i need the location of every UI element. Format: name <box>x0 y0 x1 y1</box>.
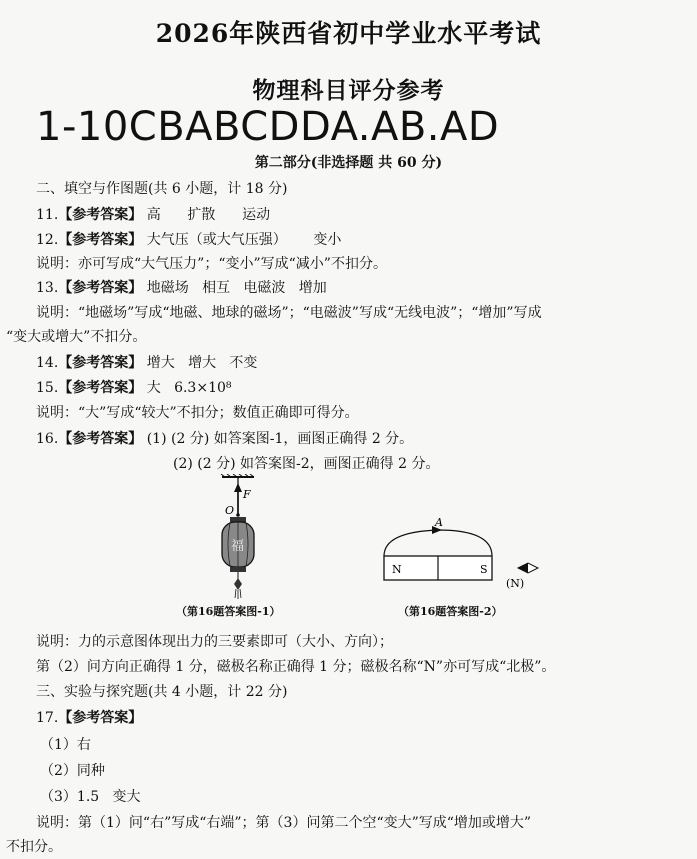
q13-answer: 地磁场 相互 电磁波 增加 <box>146 280 327 296</box>
q13-note-line1: 说明：“地磁场”写成“地磁、地球的磁场”；“电磁波”写成“无线电波”；“增加”写成 <box>36 305 542 321</box>
q17-answer-2: （2）同种 <box>40 763 105 779</box>
q13-label: 【参考答案】 <box>58 280 143 296</box>
compass-needle-north <box>518 563 528 573</box>
tassel-knot <box>234 578 242 590</box>
force-arrowhead <box>234 483 242 492</box>
doc-subtitle: 物理科目评分参考 <box>252 77 445 104</box>
q14-label: 【参考答案】 <box>58 355 143 371</box>
q15-line <box>36 377 232 397</box>
q17-label: 【参考答案】 <box>58 710 143 726</box>
q16-answer-part2: (2) (2 分) 如答案图-2，画图正确得 2 分。 <box>173 456 440 472</box>
q14-line <box>36 352 257 372</box>
section3-heading: 三、实验与探究题(共 4 小题，计 22 分) <box>36 684 288 700</box>
q12-answer: 大气压（或大气压强） 变小 <box>146 232 342 248</box>
q15-note: 说明：“大”写成“较大”不扣分；数值正确即可得分。 <box>36 405 359 421</box>
q17-number: 17. <box>36 710 59 726</box>
magnet-pole-s: S <box>480 563 488 576</box>
part2-heading: 第二部分(非选择题 共 60 分) <box>254 155 443 171</box>
figure2-magnet-diagram <box>370 518 550 590</box>
q12-number: 12. <box>36 232 59 248</box>
q11-line <box>36 204 270 224</box>
q15-number: 15. <box>36 380 59 396</box>
force-label: F <box>243 488 251 501</box>
compass-needle-label: (N) <box>506 577 525 590</box>
figure2-caption: （第16题答案图-2） <box>398 605 503 618</box>
field-line <box>384 530 492 556</box>
q17-note-line2: 不扣分。 <box>6 839 62 855</box>
q14-answer: 增大 增大 不变 <box>146 355 258 371</box>
q14-number: 14. <box>36 355 59 371</box>
figure1-lantern-diagram <box>196 474 286 600</box>
q16-answer-part1: (1) (2 分) 如答案图-1，画图正确得 2 分。 <box>146 431 414 447</box>
point-o <box>236 513 240 517</box>
q16-number: 16. <box>36 431 59 447</box>
choice-answers: 1-10CBABCDDA.AB.AD <box>36 104 500 150</box>
q11-number: 11. <box>36 207 59 223</box>
point-label: O <box>225 504 235 517</box>
figure1-caption: （第16题答案图-1） <box>176 605 281 618</box>
lantern-cap-top <box>230 517 246 522</box>
q16-line <box>36 428 413 448</box>
magnet-pole-n: N <box>392 563 402 576</box>
q12-note: 说明：亦可写成“大气压力”；“变小”写成“减小”不扣分。 <box>36 256 387 272</box>
q16-note-line2: 第（2）问方向正确得 1 分，磁极名称正确得 1 分；磁极名称“N”亦可写成“北极”。 <box>36 659 556 675</box>
q11-label: 【参考答案】 <box>58 207 143 223</box>
q13-line <box>36 277 327 297</box>
q15-label: 【参考答案】 <box>58 380 143 396</box>
q17-answer-3: （3）1.5 变大 <box>40 789 141 805</box>
q16-note-line1: 说明：力的示意图体现出力的三要素即可（大小、方向）； <box>36 634 393 650</box>
q17-answer-1: （1）右 <box>40 737 91 753</box>
q13-number: 13. <box>36 280 59 296</box>
q17-note-line1: 说明：第（1）问“右”写成“右端”；第（3）问第二个空“变大”写成“增加或增大” <box>36 815 532 831</box>
q11-answer: 高 扩散 运动 <box>146 207 271 223</box>
q17-line <box>36 707 142 727</box>
q12-label: 【参考答案】 <box>58 232 143 248</box>
field-line-label: A <box>435 518 443 529</box>
section2-heading: 二、填空与作图题(共 6 小题，计 18 分) <box>36 181 288 197</box>
q15-answer: 大 6.3×10⁸ <box>146 380 232 396</box>
doc-title: 2026年陕西省初中学业水平考试 <box>155 19 542 48</box>
lantern-cap-bottom <box>230 567 246 572</box>
q16-label: 【参考答案】 <box>58 431 143 447</box>
q13-note-line2: “变大或增大”不扣分。 <box>6 329 147 345</box>
q12-line <box>36 229 341 249</box>
tassel-strands <box>235 589 241 599</box>
lantern-character: 福 <box>231 539 245 554</box>
